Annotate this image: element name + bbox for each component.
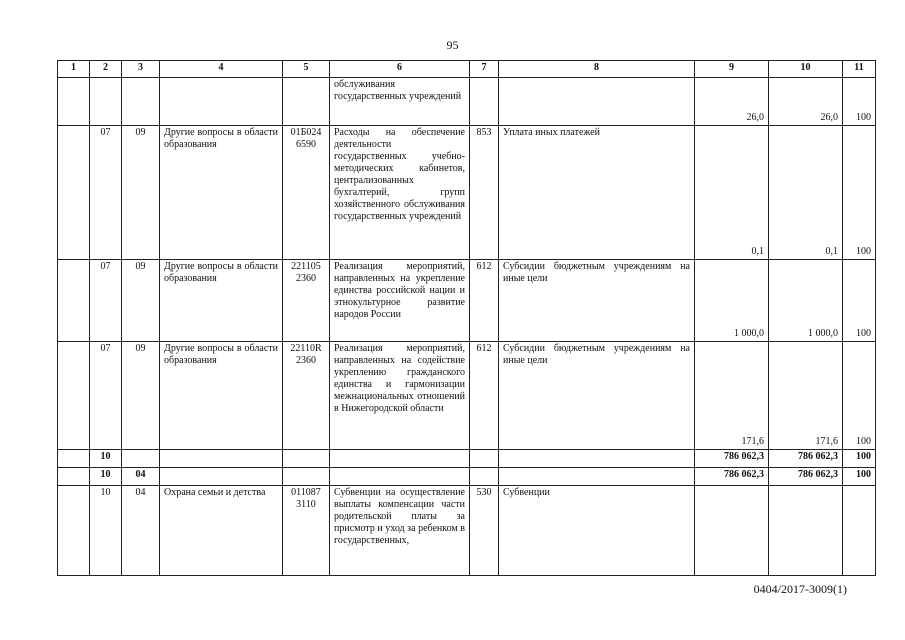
cell-section <box>58 78 90 126</box>
cell-name: Другие вопросы в области образования <box>160 260 283 342</box>
cell-name: Охрана семьи и детства <box>160 486 283 576</box>
cell-name: Другие вопросы в области образования <box>160 342 283 450</box>
table-row <box>58 342 876 450</box>
cell-subsection: 09 <box>122 342 160 450</box>
cell-plan: 0,1 <box>695 126 769 260</box>
page-number: 95 <box>446 38 459 52</box>
cell-plan: 26,0 <box>695 78 769 126</box>
column-header: 9 <box>695 61 769 78</box>
cell-target-code <box>283 468 330 486</box>
cell-target-code <box>283 78 330 126</box>
cell-plan: 786 062,3 <box>695 468 769 486</box>
cell-section <box>58 486 90 576</box>
cell-percent: 100 <box>843 342 876 450</box>
cell-actual <box>769 486 843 576</box>
cell-plan: 1 000,0 <box>695 260 769 342</box>
cell-expense-type: 530 <box>470 486 499 576</box>
column-header: 4 <box>160 61 283 78</box>
cell-percent: 100 <box>843 260 876 342</box>
table-row <box>58 260 876 342</box>
budget-table <box>57 60 876 576</box>
cell-chapter: 10 <box>90 450 122 468</box>
cell-subsection <box>122 78 160 126</box>
cell-percent: 100 <box>843 78 876 126</box>
cell-name: Другие вопросы в области образования <box>160 126 283 260</box>
cell-target-code <box>283 450 330 468</box>
cell-section <box>58 342 90 450</box>
table-row-total <box>58 450 876 468</box>
cell-chapter <box>90 78 122 126</box>
cell-target-code: 01Б024 6590 <box>283 126 330 260</box>
cell-description <box>330 468 470 486</box>
cell-expense-type: 853 <box>470 126 499 260</box>
table-row <box>58 126 876 260</box>
cell-plan: 171,6 <box>695 342 769 450</box>
column-header: 2 <box>90 61 122 78</box>
cell-expense-name <box>499 450 695 468</box>
cell-expense-name: Субвенции <box>499 486 695 576</box>
cell-expense-name <box>499 468 695 486</box>
column-header: 5 <box>283 61 330 78</box>
table-row <box>58 78 876 126</box>
cell-target-code: 22110R 2360 <box>283 342 330 450</box>
cell-percent: 100 <box>843 468 876 486</box>
cell-actual: 786 062,3 <box>769 468 843 486</box>
cell-name <box>160 450 283 468</box>
cell-percent: 100 <box>843 450 876 468</box>
column-header: 6 <box>330 61 470 78</box>
cell-expense-type <box>470 450 499 468</box>
cell-name <box>160 468 283 486</box>
cell-percent <box>843 486 876 576</box>
cell-expense-type: 612 <box>470 342 499 450</box>
table-row <box>58 486 876 576</box>
cell-expense-name: Субсидии бюджетным учреждениям на иные цели <box>499 342 695 450</box>
cell-expense-type <box>470 468 499 486</box>
column-header: 11 <box>843 61 876 78</box>
cell-actual: 786 062,3 <box>769 450 843 468</box>
column-header: 10 <box>769 61 843 78</box>
cell-target-code: 221105 2360 <box>283 260 330 342</box>
cell-description: Расходы на обеспечение деятельности государственных учебно-методических кабинетов, централизованных бухгалтерий, групп хозяйственного обслуживания государственных учреждений <box>330 126 470 260</box>
cell-subsection: 04 <box>122 486 160 576</box>
table-row-total <box>58 468 876 486</box>
document-code: 0404/2017-3009(1) <box>753 582 847 596</box>
cell-expense-name: Субсидии бюджетным учреждениям на иные цели <box>499 260 695 342</box>
cell-section <box>58 450 90 468</box>
cell-actual: 26,0 <box>769 78 843 126</box>
cell-plan <box>695 486 769 576</box>
cell-percent: 100 <box>843 126 876 260</box>
cell-expense-name: Уплата иных платежей <box>499 126 695 260</box>
cell-name <box>160 78 283 126</box>
cell-chapter: 10 <box>90 486 122 576</box>
cell-expense-type <box>470 78 499 126</box>
column-header: 8 <box>499 61 695 78</box>
cell-chapter: 07 <box>90 260 122 342</box>
cell-subsection: 04 <box>122 468 160 486</box>
cell-description: Реализация мероприятий, направленных на содействие укреплению гражданского единства и гармонизации межнациональных отношений в Нижегородской области <box>330 342 470 450</box>
column-header: 7 <box>470 61 499 78</box>
cell-section <box>58 260 90 342</box>
cell-plan: 786 062,3 <box>695 450 769 468</box>
cell-target-code: 011087 3110 <box>283 486 330 576</box>
cell-description: Реализация мероприятий, направленных на укрепление единства российской нации и этнокультурное развитие народов России <box>330 260 470 342</box>
cell-actual: 1 000,0 <box>769 260 843 342</box>
cell-section <box>58 468 90 486</box>
header-row <box>58 61 876 78</box>
cell-description: Субвенции на осуществление выплаты компенсации части родительской платы за присмотр и уход за ребенком в государственных, <box>330 486 470 576</box>
cell-subsection: 09 <box>122 126 160 260</box>
column-header: 1 <box>58 61 90 78</box>
cell-description <box>330 450 470 468</box>
cell-description: обслуживания государственных учреждений <box>330 78 470 126</box>
cell-chapter: 07 <box>90 342 122 450</box>
cell-actual: 171,6 <box>769 342 843 450</box>
cell-expense-name <box>499 78 695 126</box>
cell-section <box>58 126 90 260</box>
cell-chapter: 07 <box>90 126 122 260</box>
cell-chapter: 10 <box>90 468 122 486</box>
cell-subsection <box>122 450 160 468</box>
column-header: 3 <box>122 61 160 78</box>
cell-expense-type: 612 <box>470 260 499 342</box>
cell-actual: 0,1 <box>769 126 843 260</box>
cell-subsection: 09 <box>122 260 160 342</box>
